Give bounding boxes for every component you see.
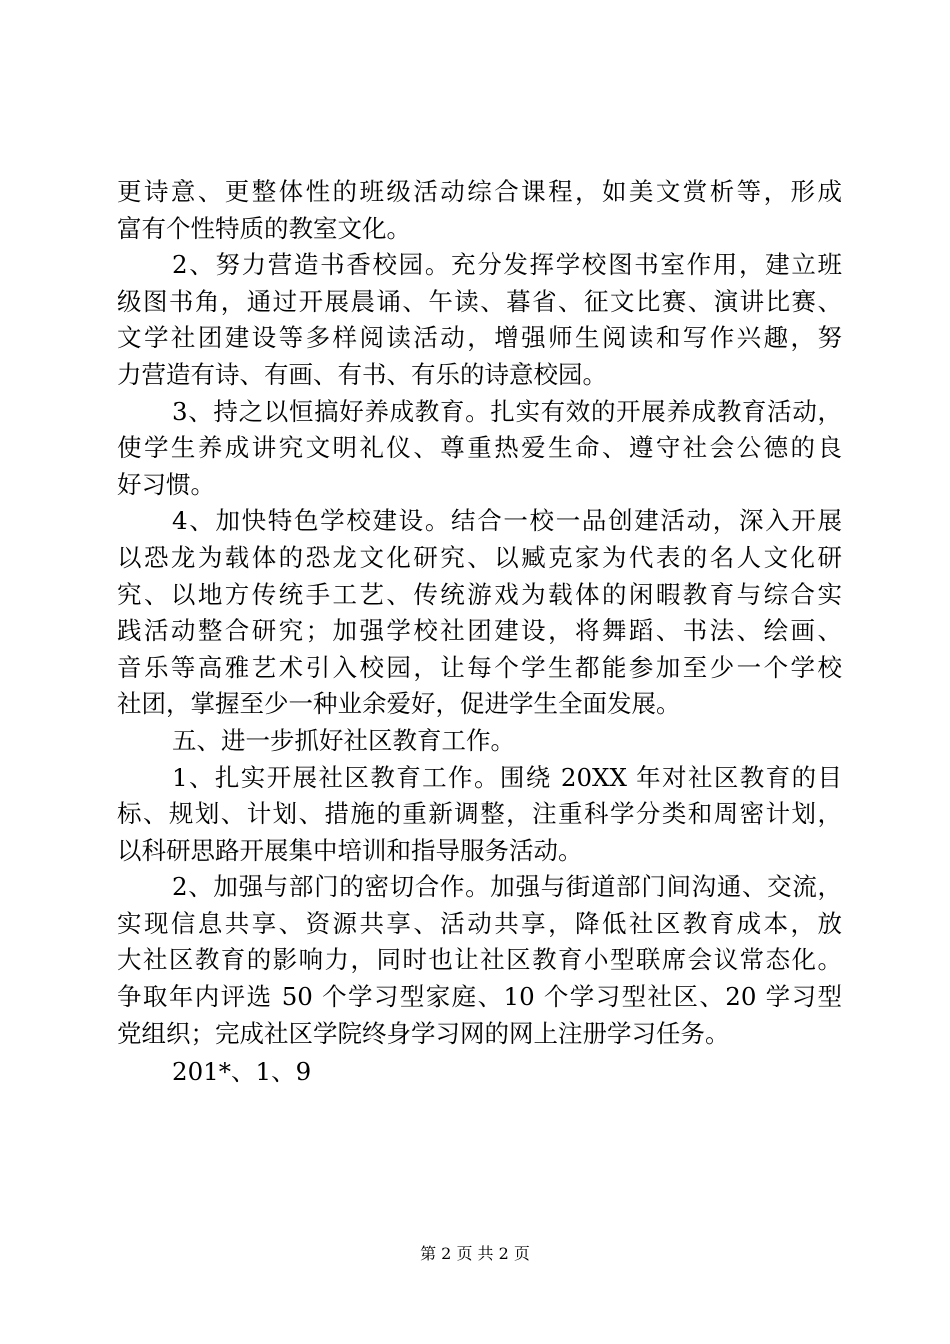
- document-body: [117, 174, 842, 1091]
- text-line: 社团，掌握至少一种业余爱好，促进学生全面发展。: [117, 689, 681, 719]
- section-heading-text: 五、进一步抓好社区教育工作。: [172, 725, 515, 755]
- document-date: 201*、1、9: [172, 1057, 312, 1087]
- text-line: 富有个性特质的教室文化。: [117, 213, 411, 243]
- paragraph-1: [117, 174, 842, 247]
- text-line: 文学社团建设等多样阅读活动，增强师生阅读和写作兴趣，努: [117, 323, 842, 353]
- paragraph-4: [117, 503, 842, 723]
- text-line: 级图书角，通过开展晨诵、午读、暮省、征文比赛、演讲比赛、: [117, 286, 842, 316]
- paragraph-3: [117, 394, 842, 504]
- paragraph-5: [117, 760, 842, 870]
- text-line: 力营造有诗、有画、有书、有乐的诗意校园。: [117, 359, 607, 389]
- page-number-label: 第 2 页 共 2 页: [420, 1244, 530, 1263]
- text-line: 党组织；完成社区学院终身学习网的网上注册学习任务。: [117, 1018, 730, 1048]
- text-line: 践活动整合研究；加强学校社团建设，将舞蹈、书法、绘画、: [117, 616, 842, 646]
- text-line: 3、持之以恒搞好养成教育。扎实有效的开展养成教育活动，: [172, 396, 842, 426]
- section-heading: [117, 723, 842, 760]
- paragraph-6: [117, 869, 842, 1052]
- text-line: 1、扎实开展社区教育工作。围绕 20XX 年对社区教育的目: [172, 762, 842, 792]
- text-line: 以科研思路开展集中培训和指导服务活动。: [117, 835, 583, 865]
- text-line: 音乐等高雅艺术引入校园，让每个学生都能参加至少一个学校: [117, 652, 842, 682]
- text-line: 2、努力营造书香校园。充分发挥学校图书室作用，建立班: [172, 250, 842, 280]
- text-line: 更诗意、更整体性的班级活动综合课程，如美文赏析等，形成: [117, 177, 842, 206]
- text-line: 争取年内评选 50 个学习型家庭、10 个学习型社区、20 学习型: [117, 982, 842, 1012]
- text-line: 大社区教育的影响力，同时也让社区教育小型联席会议常态化。: [117, 945, 842, 975]
- text-line: 实现信息共享、资源共享、活动共享，降低社区教育成本，放: [117, 908, 842, 938]
- text-line: 使学生养成讲究文明礼仪、尊重热爱生命、遵守社会公德的良: [117, 433, 842, 463]
- text-line: 以恐龙为载体的恐龙文化研究、以臧克家为代表的名人文化研: [117, 542, 842, 572]
- text-line: 好习惯。: [117, 469, 215, 499]
- text-line: 究、以地方传统手工艺、传统游戏为载体的闲暇教育与综合实: [117, 579, 842, 609]
- text-line: 4、加快特色学校建设。结合一校一品创建活动，深入开展: [172, 506, 842, 536]
- paragraph-2: [117, 247, 842, 393]
- text-line: 2、加强与部门的密切合作。加强与街道部门间沟通、交流，: [172, 872, 842, 902]
- page-footer: [0, 1244, 950, 1264]
- text-line: 标、规划、计划、措施的重新调整，注重科学分类和周密计划，: [117, 799, 842, 829]
